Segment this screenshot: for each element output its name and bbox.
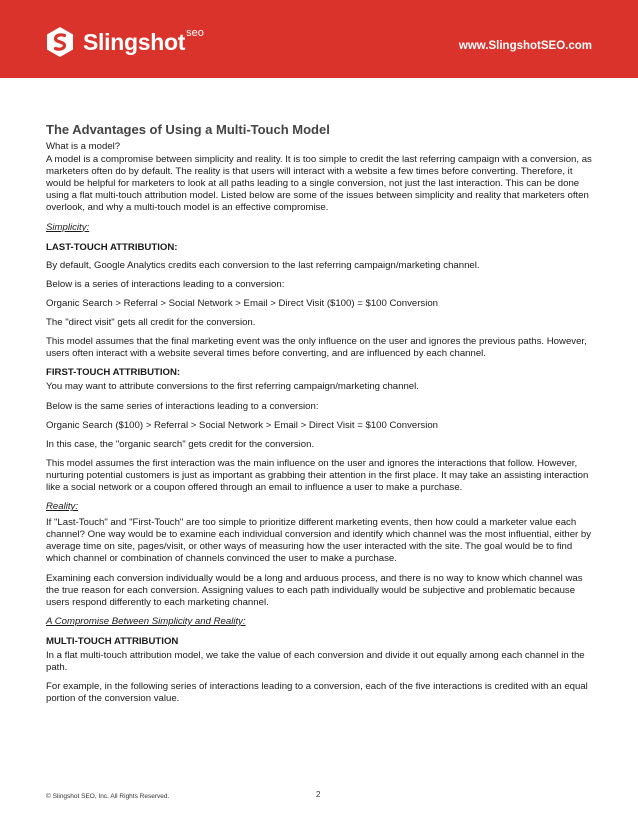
paragraph: This model assumes that the final marketing event was the only influence on the user and ignores the previous paths. However, users often interact with a website several times before converting, and are influenced by each channel. (46, 336, 587, 360)
paragraph: If "Last-Touch" and "First-Touch" are too simple to prioritize different marketing events, then how could a marketer value each channel? One way would be to examine each individual conversion and identify which channel was the most influential, either by average time on site, pages/visit, or other ways of measuring how the user interacted with the site. The goal would be to find which channel or combination of channels convinced the user to make a purchase. (46, 517, 592, 565)
paragraph: Organic Search > Referral > Social Network > Email > Direct Visit ($100) = $100 Conversion (46, 297, 439, 309)
paragraph: Below is a series of interactions leading to a conversion: (46, 278, 285, 290)
brand-name: Slingshot (83, 28, 186, 55)
paragraph: What is a model? (46, 141, 121, 152)
section-heading-compromise: A Compromise Between Simplicity and Reality: (46, 615, 246, 627)
paragraph: In this case, the "organic search" gets credit for the conversion. (46, 438, 315, 450)
paragraph: In a flat multi-touch attribution model, we take the value of each conversion and divide it out equally among each channel in the path. (46, 650, 585, 674)
paragraph: For example, in the following series of interactions leading to a conversion, each of the five interactions is credited with an equal portion of the conversion value. (46, 681, 588, 705)
subheading-multi-touch: MULTI-TOUCH ATTRIBUTION (46, 635, 179, 647)
brand-sup: seo (186, 27, 204, 39)
paragraph: A model is a compromise between simplicity and reality. It is too simple to credit the last referring campaign with a conversion, as marketers often do by default. The reality is that users will interact with a website a few times before converting. Therefore, it would be helpful for marketers to look at all paths leading to a single conversion, not just the last interaction. This can be done using a flat multi-touch attribution model. Listed below are some of the issues between simplicity and reality that marketers often overlook, and why a multi-touch model is an effective compromise. (46, 154, 592, 214)
slingshot-logo[interactable] (44, 26, 204, 58)
section-heading-simplicity: Simplicity: (46, 221, 90, 233)
footer-copyright: © Slingshot SEO, Inc. All Rights Reserved. (46, 793, 170, 800)
slingshot-logo-icon (44, 26, 76, 58)
paragraph: By default, Google Analytics credits each conversion to the last referring campaign/marketing channel. (46, 259, 480, 271)
site-url-link[interactable]: www.SlingshotSEO.com (458, 40, 592, 52)
paragraph: The "direct visit" gets all credit for the conversion. (46, 317, 256, 329)
page-header (0, 0, 638, 78)
paragraph: Below is the same series of interactions leading to a conversion: (46, 400, 319, 412)
page-number: 2 (316, 790, 321, 799)
paragraph: Examining each conversion individually would be a long and arduous process, and there is no way to know which channel was the true reason for each conversion. Assigning values to each path individually would be subjective and problematic because users respond differently to each marketing channel. (46, 572, 583, 608)
document-body (46, 122, 598, 712)
paragraph: This model assumes the first interaction was the main influence on the user and ignores the interactions that follow. However, nurturing potential customers is just as important as grabbing their attention in the first place. It may take an assisting interaction like a social network or a coupon offered through an email to influence a user to make a purchase. (46, 457, 589, 493)
paragraph: Organic Search ($100) > Referral > Social Network > Email > Direct Visit = $100 Conversion (46, 419, 439, 431)
section-heading-reality: Reality: (46, 501, 78, 513)
subheading-last-touch: LAST-TOUCH ATTRIBUTION: (46, 241, 178, 253)
document-title: The Advantages of Using a Multi-Touch Model (46, 122, 330, 137)
subheading-first-touch: FIRST-TOUCH ATTRIBUTION: (46, 367, 181, 379)
paragraph: You may want to attribute conversions to the first referring campaign/marketing channel. (46, 381, 419, 393)
